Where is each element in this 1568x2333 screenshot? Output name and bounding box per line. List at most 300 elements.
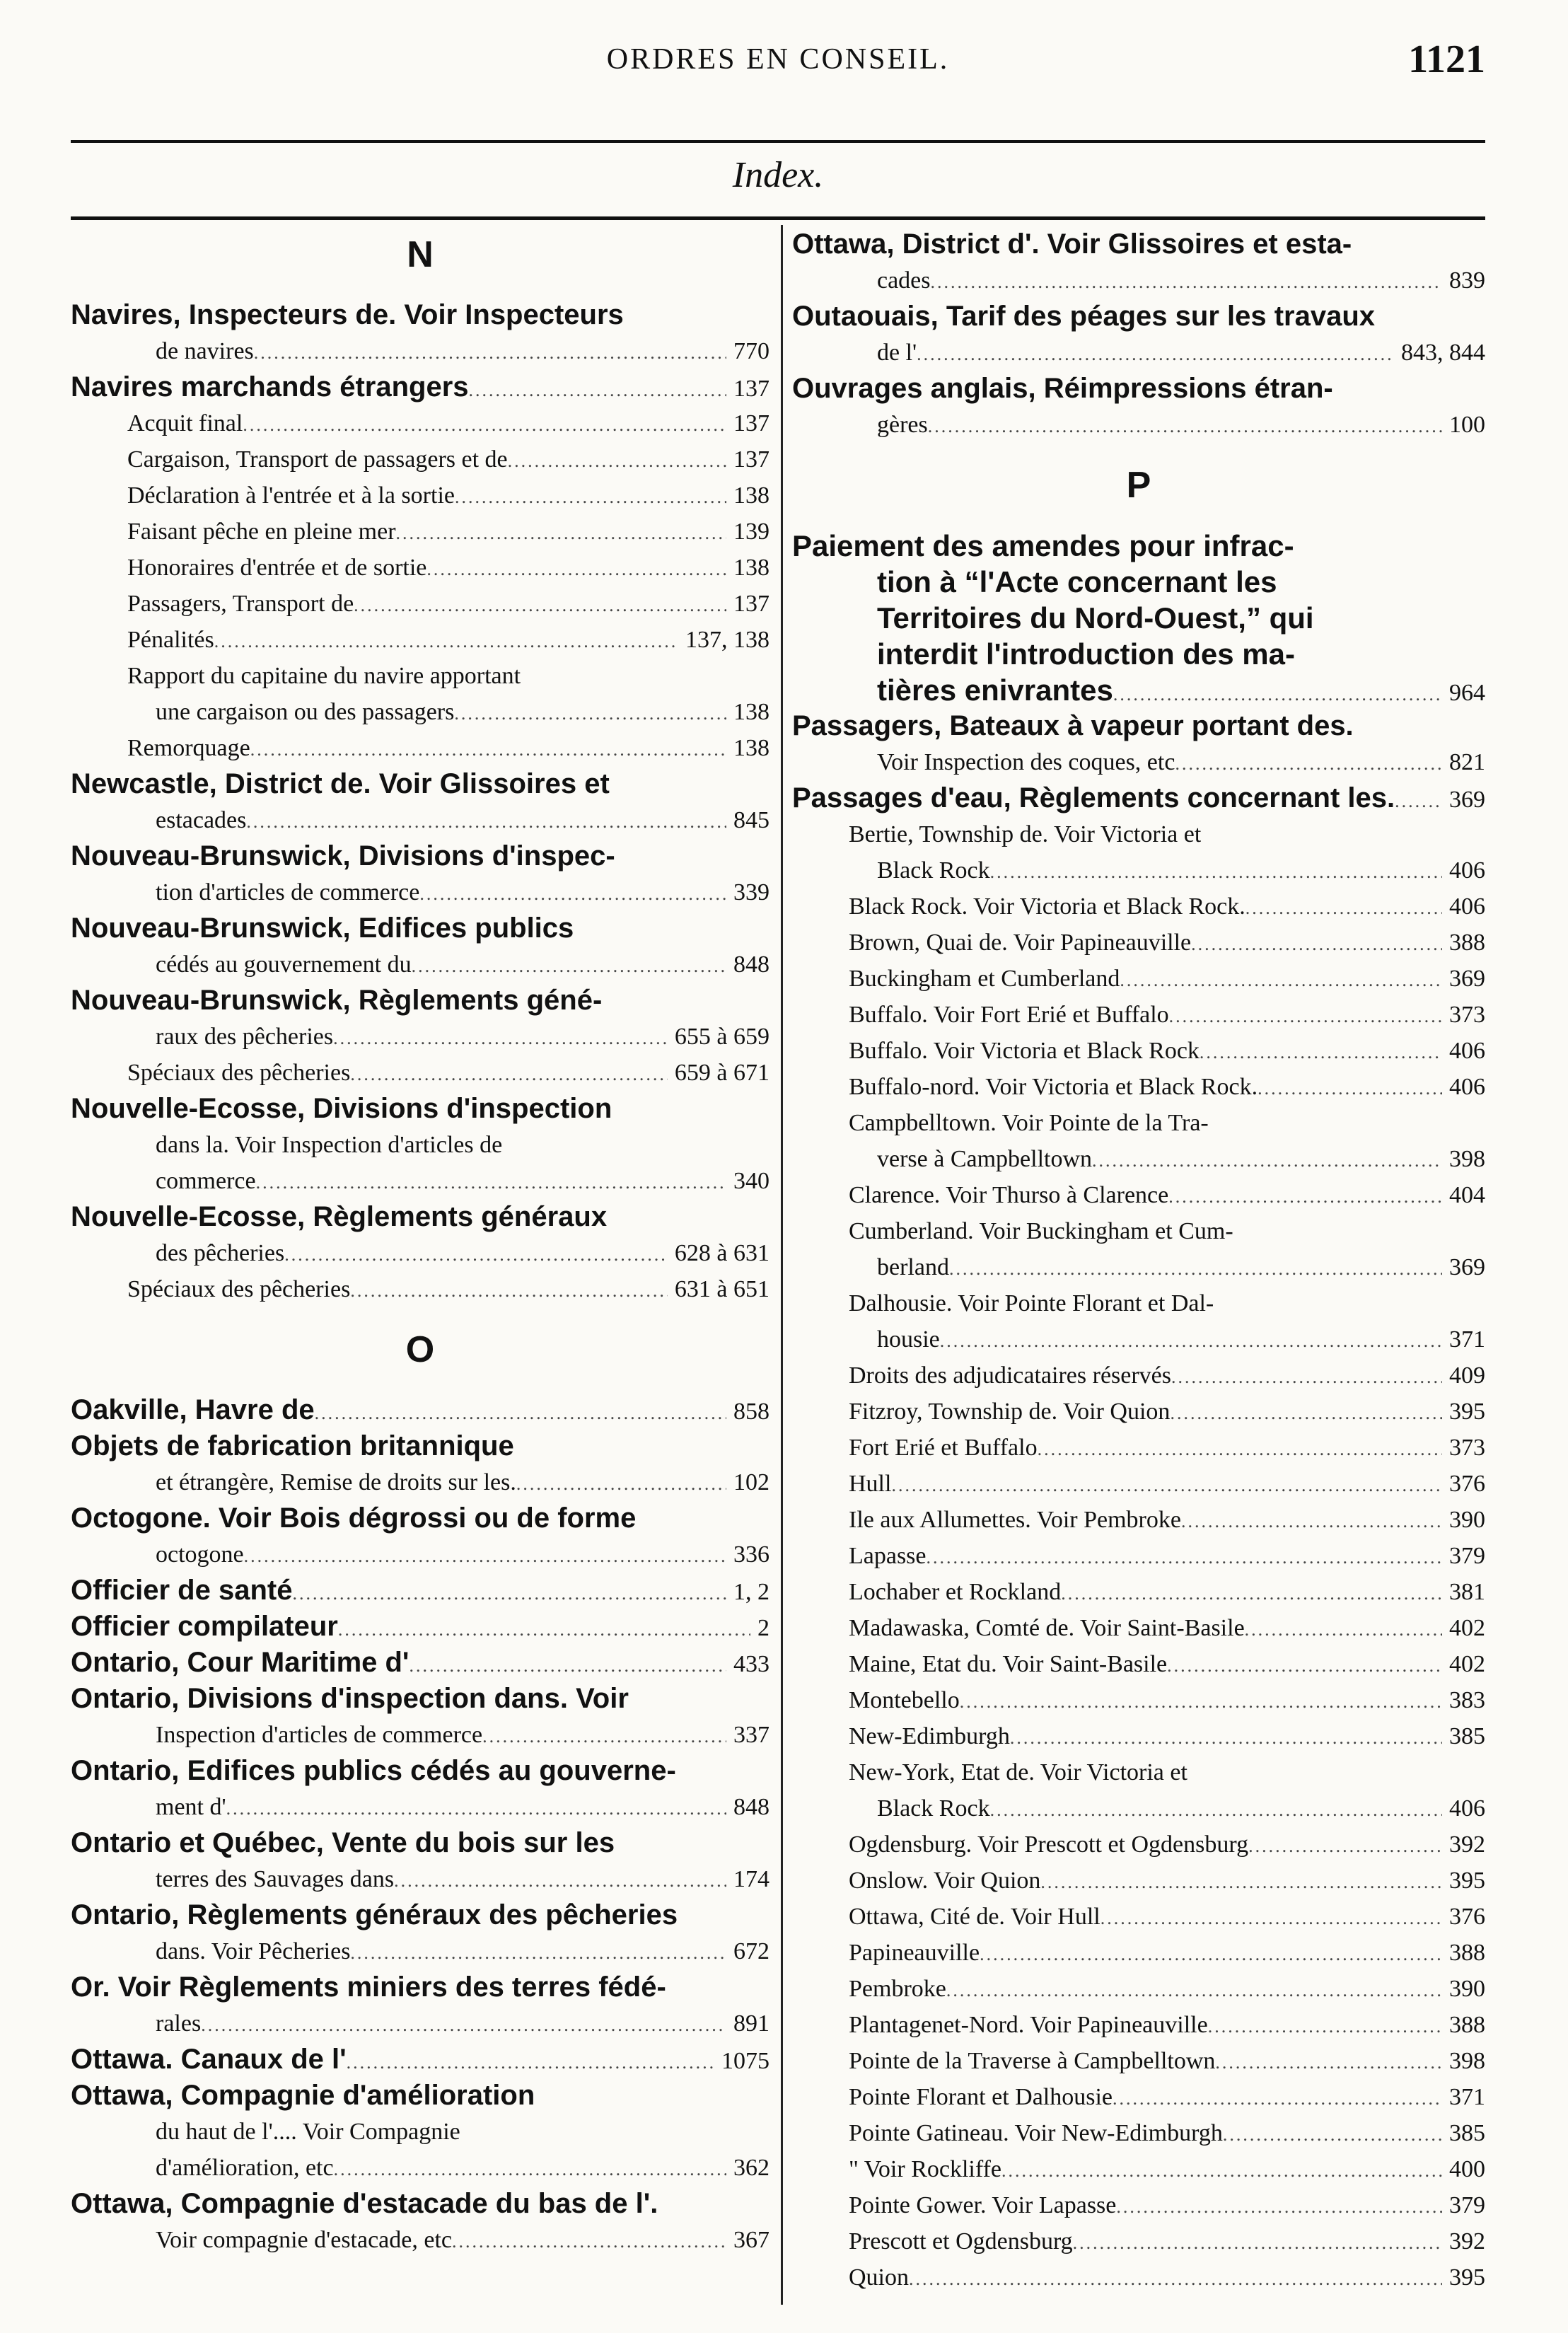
entry-text: Pointe de la Traverse à Campbelltown bbox=[849, 2048, 1216, 2074]
index-entry bbox=[792, 1249, 1485, 1285]
leader-dots bbox=[419, 876, 726, 912]
entry-text: Ottawa, Compagnie d'amélioration bbox=[71, 2080, 535, 2111]
index-entry bbox=[71, 297, 770, 333]
page-reference: 138 bbox=[733, 555, 770, 581]
leader-dots bbox=[452, 2223, 726, 2259]
entry-text: Buffalo-nord. Voir Victoria et Black Rock. bbox=[849, 1074, 1258, 1100]
entry-text: New-York, Etat de. Voir Victoria et bbox=[849, 1759, 1187, 1785]
index-entry bbox=[792, 335, 1485, 371]
entry-text: Ontario, Divisions d'inspection dans. Voir bbox=[71, 1683, 629, 1714]
page-reference: 433 bbox=[733, 1651, 770, 1677]
page-reference: 395 bbox=[1449, 2264, 1485, 2291]
entry-text: Passagers, Transport de bbox=[127, 591, 354, 617]
leader-dots bbox=[1116, 2189, 1442, 2225]
leader-dots bbox=[284, 1237, 668, 1273]
entry-text: Cargaison, Transport de passagers et de bbox=[127, 446, 508, 473]
index-entry bbox=[792, 1682, 1485, 1718]
section-letter-o: O bbox=[405, 1329, 435, 1370]
index-entry bbox=[792, 528, 1485, 564]
entry-text: Black Rock bbox=[877, 857, 990, 884]
entry-text: Plantagenet-Nord. Voir Papineauville bbox=[849, 2012, 1208, 2038]
page-reference: 388 bbox=[1449, 930, 1485, 956]
page-reference: 383 bbox=[1449, 1687, 1485, 1713]
page-reference: 138 bbox=[733, 735, 770, 761]
index-entry bbox=[71, 1199, 770, 1235]
leader-dots bbox=[1248, 1828, 1442, 1864]
leader-dots bbox=[409, 1648, 726, 1684]
page-reference: 406 bbox=[1449, 1795, 1485, 1822]
leader-dots bbox=[949, 1251, 1442, 1287]
index-entry bbox=[71, 730, 770, 766]
leader-dots bbox=[1113, 2080, 1442, 2117]
leader-dots bbox=[292, 1575, 726, 1611]
entry-text: estacades bbox=[156, 807, 247, 833]
page-reference: 369 bbox=[1449, 966, 1485, 992]
entry-text: des pêcheries bbox=[156, 1240, 285, 1266]
page-reference: 138 bbox=[733, 482, 770, 509]
index-entry bbox=[71, 2005, 770, 2042]
index-entry bbox=[71, 550, 770, 586]
page-reference: 398 bbox=[1449, 2048, 1485, 2074]
index-entry bbox=[792, 1285, 1485, 1321]
entry-text: tières enivrantes bbox=[877, 673, 1113, 707]
entry-text: ment d' bbox=[156, 1794, 226, 1820]
entry-text: cédés au gouvernement du bbox=[156, 951, 412, 978]
entry-text: Outaouais, Tarif des péages sur les travaux bbox=[792, 301, 1376, 332]
leader-dots bbox=[1040, 1864, 1442, 1900]
page-reference: 339 bbox=[733, 879, 770, 905]
entry-text: octogone bbox=[156, 1541, 244, 1568]
page-reference: 858 bbox=[733, 1399, 770, 1425]
title-rule bbox=[71, 216, 1485, 220]
page-reference: 137 bbox=[733, 446, 770, 473]
index-entry bbox=[792, 2115, 1485, 2151]
entry-text: Black Rock bbox=[877, 1795, 990, 1822]
leader-dots bbox=[508, 443, 726, 479]
index-entry bbox=[71, 1789, 770, 1825]
section-letter-n: N bbox=[407, 234, 434, 275]
leader-dots bbox=[946, 1972, 1442, 2008]
index-entry bbox=[792, 407, 1485, 443]
page-reference: 385 bbox=[1449, 2120, 1485, 2146]
leader-dots bbox=[990, 854, 1442, 890]
page-reference: 137 bbox=[733, 410, 770, 436]
index-entry bbox=[71, 1536, 770, 1573]
page-reference: 102 bbox=[733, 1469, 770, 1495]
page-header bbox=[71, 37, 1485, 99]
entry-text: cades bbox=[877, 267, 931, 294]
leader-dots bbox=[1010, 1720, 1442, 1756]
entry-text: Buckingham et Cumberland bbox=[849, 966, 1120, 992]
entry-text: Territoires du Nord-Ouest,” qui bbox=[877, 601, 1314, 635]
index-entry bbox=[71, 1969, 770, 2005]
leader-dots bbox=[1073, 2225, 1442, 2261]
leader-dots bbox=[426, 551, 726, 587]
entry-text: Déclaration à l'entrée et à la sortie bbox=[127, 482, 455, 509]
index-entry bbox=[792, 816, 1485, 852]
leader-dots bbox=[909, 2261, 1442, 2297]
entry-text: Fort Erié et Buffalo bbox=[849, 1435, 1038, 1461]
leader-dots bbox=[338, 1611, 750, 1648]
leader-dots bbox=[1181, 1503, 1442, 1539]
index-entry bbox=[71, 1019, 770, 1055]
index-entry bbox=[71, 2114, 770, 2150]
page-reference: 392 bbox=[1449, 1831, 1485, 1858]
entry-text: Nouvelle-Ecosse, Règlements généraux bbox=[71, 1201, 608, 1232]
index-entry bbox=[71, 1609, 770, 1645]
entry-text: Voir Inspection des coques, etc bbox=[877, 749, 1175, 775]
index-entry bbox=[792, 371, 1485, 407]
page-reference: 373 bbox=[1449, 1002, 1485, 1028]
index-entry bbox=[71, 1681, 770, 1717]
header-rule bbox=[71, 140, 1485, 143]
leader-dots bbox=[256, 1164, 726, 1200]
leader-dots bbox=[350, 1273, 668, 1309]
page-reference: 385 bbox=[1449, 1723, 1485, 1749]
entry-text: Papineauville bbox=[849, 1940, 980, 1966]
entry-text: Rapport du capitaine du navire apportant bbox=[127, 663, 521, 689]
index-entry bbox=[71, 441, 770, 477]
index-entry bbox=[792, 2043, 1485, 2079]
page-reference: 379 bbox=[1449, 1543, 1485, 1569]
leader-dots bbox=[1208, 2008, 1442, 2044]
entry-text: Clarence. Voir Thurso à Clarence bbox=[849, 1182, 1169, 1208]
index-entry bbox=[71, 1897, 770, 1933]
entry-text: Pembroke bbox=[849, 1976, 946, 2002]
entry-text: commerce bbox=[156, 1168, 256, 1194]
entry-text: Paiement des amendes pour infrac- bbox=[792, 529, 1294, 562]
page-reference: 367 bbox=[733, 2227, 770, 2253]
index-entry bbox=[792, 600, 1485, 636]
index-entry bbox=[71, 766, 770, 802]
page-reference: 628 à 631 bbox=[674, 1240, 770, 1266]
leader-dots bbox=[254, 335, 726, 371]
entry-text: Droits des adjudicataires réservés bbox=[849, 1362, 1171, 1389]
entry-text: du haut de l'.... Voir Compagnie bbox=[156, 2119, 460, 2145]
index-entry bbox=[71, 1428, 770, 1464]
entry-text: Dalhousie. Voir Pointe Florant et Dal- bbox=[849, 1290, 1214, 1316]
page-reference: 631 à 651 bbox=[674, 1276, 770, 1302]
page-reference: 336 bbox=[733, 1541, 770, 1568]
page-reference: 371 bbox=[1449, 1326, 1485, 1353]
entry-text: housie bbox=[877, 1326, 940, 1353]
page-reference: 406 bbox=[1449, 893, 1485, 920]
leader-dots bbox=[243, 407, 726, 443]
page-reference: 964 bbox=[1449, 680, 1485, 706]
page-reference: 137 bbox=[733, 376, 770, 402]
index-entry bbox=[71, 1127, 770, 1163]
index-entry bbox=[792, 708, 1485, 744]
index-entry bbox=[71, 1825, 770, 1861]
entry-text: Faisant pêche en pleine mer bbox=[127, 519, 396, 545]
index-entry bbox=[71, 694, 770, 730]
entry-text: Ottawa, Compagnie d'estacade du bas de l'. bbox=[71, 2188, 658, 2219]
page-reference: 821 bbox=[1449, 749, 1485, 775]
page-reference: 1075 bbox=[721, 2048, 770, 2074]
page-reference: 395 bbox=[1449, 1399, 1485, 1425]
index-entry bbox=[792, 1610, 1485, 1646]
page-reference: 406 bbox=[1449, 1074, 1485, 1100]
index-entry bbox=[792, 1033, 1485, 1069]
index-entry bbox=[71, 369, 770, 405]
index-entry bbox=[71, 802, 770, 838]
entry-text: Cumberland. Voir Buckingham et Cum- bbox=[849, 1218, 1233, 1244]
leader-dots bbox=[1120, 962, 1442, 998]
entry-text: Lochaber et Rockland bbox=[849, 1579, 1062, 1605]
left-entries bbox=[71, 297, 770, 2258]
leader-dots bbox=[980, 1936, 1442, 1972]
index-entry bbox=[71, 1645, 770, 1681]
leader-dots bbox=[455, 479, 726, 515]
index-entry bbox=[792, 226, 1485, 262]
index-entry bbox=[792, 1718, 1485, 1754]
leader-dots bbox=[931, 264, 1442, 300]
entry-text: Fitzroy, Township de. Voir Quion bbox=[849, 1399, 1171, 1425]
page-reference: 369 bbox=[1449, 787, 1485, 813]
leader-dots bbox=[244, 1538, 726, 1574]
entry-text: Quion bbox=[849, 2264, 909, 2291]
entry-text: rales bbox=[156, 2010, 202, 2037]
index-entry bbox=[792, 1357, 1485, 1394]
entry-text: tion à “l'Acte concernant les bbox=[877, 565, 1277, 598]
leader-dots bbox=[990, 1792, 1442, 1828]
page-reference: 848 bbox=[733, 951, 770, 978]
leader-dots bbox=[960, 1684, 1442, 1720]
leader-dots bbox=[482, 1718, 726, 1754]
index-entry bbox=[792, 2079, 1485, 2115]
entry-text: Passagers, Bateaux à vapeur portant des. bbox=[792, 710, 1354, 741]
entry-text: dans la. Voir Inspection d'articles de bbox=[156, 1132, 503, 1158]
index-entry bbox=[792, 2007, 1485, 2043]
entry-text: Nouveau-Brunswick, Règlements géné- bbox=[71, 985, 603, 1016]
entry-text: dans. Voir Pêcheries bbox=[156, 1938, 351, 1964]
entry-text: Campbelltown. Voir Pointe de la Tra- bbox=[849, 1110, 1209, 1136]
index-entry bbox=[71, 874, 770, 910]
index-entry bbox=[71, 1235, 770, 1271]
leader-dots bbox=[1215, 2044, 1442, 2080]
entry-text: Madawaska, Comté de. Voir Saint-Basile bbox=[849, 1615, 1245, 1641]
page-reference: 388 bbox=[1449, 2012, 1485, 2038]
leader-dots bbox=[516, 1466, 726, 1502]
leader-dots bbox=[1169, 998, 1442, 1034]
page-reference: 340 bbox=[733, 1168, 770, 1194]
page-reference: 376 bbox=[1449, 1904, 1485, 1930]
leader-dots bbox=[201, 2007, 726, 2043]
page-reference: 392 bbox=[1449, 2228, 1485, 2254]
leader-dots bbox=[1258, 1070, 1442, 1106]
index-entry bbox=[71, 622, 770, 658]
page-reference: 371 bbox=[1449, 2084, 1485, 2110]
entry-text: Ottawa, Cité de. Voir Hull bbox=[849, 1904, 1100, 1930]
page-reference: 100 bbox=[1449, 412, 1485, 438]
entry-text: Navires marchands étrangers bbox=[71, 371, 469, 403]
index-entry bbox=[71, 2042, 770, 2078]
leader-dots bbox=[350, 1056, 668, 1092]
index-entry bbox=[792, 925, 1485, 961]
leader-dots bbox=[347, 2044, 714, 2080]
leader-dots bbox=[1191, 926, 1442, 962]
index-entry bbox=[792, 564, 1485, 600]
entry-text: Officier compilateur bbox=[71, 1611, 338, 1642]
page-reference: 406 bbox=[1449, 1038, 1485, 1064]
index-entry bbox=[792, 2223, 1485, 2259]
leader-dots bbox=[1061, 1575, 1442, 1611]
leader-dots bbox=[1167, 1648, 1442, 1684]
index-entry bbox=[71, 946, 770, 983]
index-entry bbox=[792, 1863, 1485, 1899]
entry-text: Ontario, Cour Maritime d' bbox=[71, 1647, 410, 1678]
page-reference: 390 bbox=[1449, 1507, 1485, 1533]
entry-text: Pénalités bbox=[127, 627, 214, 653]
index-entry bbox=[71, 1055, 770, 1091]
index-entry bbox=[792, 672, 1485, 708]
page-reference: 376 bbox=[1449, 1471, 1485, 1497]
entry-text: Nouvelle-Ecosse, Divisions d'inspection bbox=[71, 1093, 612, 1124]
page-reference: 138 bbox=[733, 699, 770, 725]
entry-text: Brown, Quai de. Voir Papineauville bbox=[849, 930, 1192, 956]
entry-text: Ottawa. Canaux de l' bbox=[71, 2044, 347, 2075]
index-entry bbox=[71, 910, 770, 946]
index-entry bbox=[792, 299, 1485, 335]
entry-text: Lapasse bbox=[849, 1543, 927, 1569]
leader-dots bbox=[226, 1790, 726, 1827]
leader-dots bbox=[917, 336, 1394, 372]
entry-text: Remorquage bbox=[127, 735, 250, 761]
entry-text: Black Rock. Voir Victoria et Black Rock. bbox=[849, 893, 1245, 920]
entry-text: et étrangère, Remise de droits sur les. bbox=[156, 1469, 516, 1495]
entry-text: Hull bbox=[849, 1471, 892, 1497]
page-reference: 398 bbox=[1449, 1146, 1485, 1172]
index-entry bbox=[792, 1574, 1485, 1610]
leader-dots bbox=[250, 731, 726, 768]
entry-text: Passages d'eau, Règlements concernant les. bbox=[792, 782, 1395, 814]
index-entry bbox=[792, 852, 1485, 888]
index-entry bbox=[792, 262, 1485, 299]
entry-text: Maine, Etat du. Voir Saint-Basile bbox=[849, 1651, 1168, 1677]
entry-text: Bertie, Township de. Voir Victoria et bbox=[849, 821, 1202, 847]
index-entry bbox=[71, 405, 770, 441]
page-reference: 770 bbox=[733, 338, 770, 364]
entry-text: une cargaison ou des passagers bbox=[156, 699, 455, 725]
leader-dots bbox=[1245, 890, 1442, 926]
index-entry bbox=[71, 1271, 770, 1307]
leader-dots bbox=[396, 515, 726, 551]
leader-dots bbox=[315, 1395, 726, 1431]
page-number: 1121 bbox=[1408, 37, 1485, 81]
page-reference: 839 bbox=[1449, 267, 1485, 294]
entry-text: Spéciaux des pêcheries bbox=[127, 1276, 351, 1302]
leader-dots bbox=[214, 623, 678, 659]
entry-text: Pointe Florant et Dalhousie bbox=[849, 2084, 1113, 2110]
index-entry bbox=[792, 1538, 1485, 1574]
entry-text: Pointe Gower. Voir Lapasse bbox=[849, 2192, 1117, 2218]
page-reference: 369 bbox=[1449, 1254, 1485, 1280]
index-entry bbox=[71, 2078, 770, 2114]
index-entry bbox=[792, 636, 1485, 672]
index-entry bbox=[71, 1933, 770, 1969]
index-entry bbox=[792, 1069, 1485, 1105]
entry-text: Oakville, Havre de bbox=[71, 1394, 315, 1425]
index-entry bbox=[71, 2150, 770, 2186]
page-reference: 402 bbox=[1449, 1651, 1485, 1677]
page-reference: 843, 844 bbox=[1401, 340, 1485, 366]
entry-text: Buffalo. Voir Victoria et Black Rock bbox=[849, 1038, 1200, 1064]
index-entry bbox=[792, 1394, 1485, 1430]
index-entry bbox=[792, 1141, 1485, 1177]
page-reference: 373 bbox=[1449, 1435, 1485, 1461]
index-entry bbox=[792, 780, 1485, 816]
entry-text: Newcastle, District de. Voir Glissoires et bbox=[71, 768, 610, 799]
leader-dots bbox=[940, 1323, 1442, 1359]
index-entry bbox=[71, 514, 770, 550]
index-entry bbox=[792, 1790, 1485, 1827]
entry-text: Or. Voir Règlements miniers des terres fédé- bbox=[71, 1972, 666, 2003]
page-reference: 137 bbox=[733, 591, 770, 617]
entry-text: tion d'articles de commerce bbox=[156, 879, 420, 905]
leader-dots bbox=[469, 372, 727, 408]
index-entry bbox=[792, 1754, 1485, 1790]
leader-dots bbox=[891, 1467, 1442, 1503]
index-entry bbox=[792, 1899, 1485, 1935]
entry-text: Navires, Inspecteurs de. Voir Inspecteurs bbox=[71, 299, 624, 330]
leader-dots bbox=[1001, 2153, 1442, 2189]
entry-text: Spéciaux des pêcheries bbox=[127, 1060, 351, 1086]
leader-dots bbox=[1100, 1900, 1442, 1936]
page-reference: 379 bbox=[1449, 2192, 1485, 2218]
leader-dots bbox=[454, 695, 726, 731]
entry-text: Octogone. Voir Bois dégrossi ou de forme bbox=[71, 1503, 637, 1534]
leader-dots bbox=[394, 1863, 726, 1899]
index-entry bbox=[792, 1430, 1485, 1466]
entry-text: Ogdensburg. Voir Prescott et Ogdensburg bbox=[849, 1831, 1249, 1858]
leader-dots bbox=[350, 1935, 726, 1971]
entry-text: Objets de fabrication britannique bbox=[71, 1430, 514, 1461]
page-reference: 395 bbox=[1449, 1868, 1485, 1894]
right-column bbox=[792, 226, 1485, 2296]
leader-dots bbox=[1223, 2117, 1442, 2153]
leader-dots bbox=[1245, 1611, 1442, 1648]
entry-text: Voir compagnie d'estacade, etc bbox=[156, 2227, 452, 2253]
entry-text: de l' bbox=[877, 340, 917, 366]
left-column bbox=[71, 226, 770, 2258]
index-entry bbox=[792, 1935, 1485, 1971]
leader-dots bbox=[1175, 746, 1442, 782]
index-entry bbox=[792, 888, 1485, 925]
entry-text: de navires bbox=[156, 338, 254, 364]
index-entry bbox=[792, 1321, 1485, 1357]
entry-text: Nouveau-Brunswick, Divisions d'inspec- bbox=[71, 840, 615, 872]
leader-dots bbox=[246, 804, 726, 840]
entry-text: Buffalo. Voir Fort Erié et Buffalo bbox=[849, 1002, 1169, 1028]
index-entry bbox=[71, 1392, 770, 1428]
page-reference: 337 bbox=[733, 1722, 770, 1748]
entry-text: Pointe Gatineau. Voir New-Edimburgh bbox=[849, 2120, 1223, 2146]
entry-text: interdit l'introduction des ma- bbox=[877, 637, 1295, 671]
page-reference: 1, 2 bbox=[733, 1579, 770, 1605]
index-entry bbox=[71, 1091, 770, 1127]
entry-text: Acquit final bbox=[127, 410, 243, 436]
leader-dots bbox=[333, 1020, 668, 1056]
index-entry bbox=[71, 1753, 770, 1789]
index-entry bbox=[71, 2186, 770, 2222]
entry-text: Ontario, Edifices publics cédés au gouverne- bbox=[71, 1755, 676, 1786]
leader-dots bbox=[1200, 1034, 1442, 1070]
column-divider bbox=[781, 225, 783, 2305]
page-reference: 404 bbox=[1449, 1182, 1485, 1208]
index-entry bbox=[71, 1500, 770, 1536]
page-reference: 2 bbox=[757, 1615, 770, 1641]
entry-text: d'amélioration, etc bbox=[156, 2155, 334, 2181]
